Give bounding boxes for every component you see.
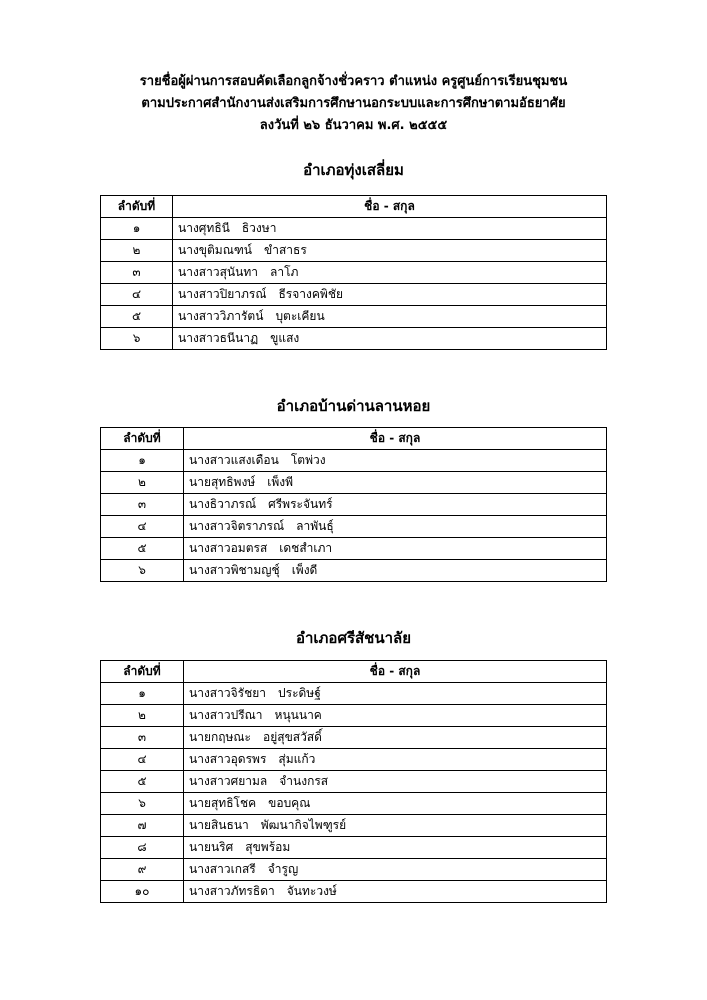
last-name: พัฒนากิจไพฑูรย์ [260, 818, 347, 832]
table-row [101, 749, 607, 771]
last-name: ขอบคุณ [268, 796, 311, 810]
first-name: นายกฤษณะ [189, 730, 251, 744]
col-header-no: ลำดับที่ [101, 196, 173, 218]
col-header-name: ชื่อ - สกุล [184, 428, 607, 450]
document-header [0, 71, 707, 137]
last-name: เดชสำเภา [279, 541, 333, 555]
row-name [184, 683, 607, 705]
last-name: หนุนนาค [274, 708, 322, 722]
table-row [101, 859, 607, 881]
row-name [184, 881, 607, 903]
first-name: นางศุทธินี [178, 221, 230, 235]
row-number: ๔ [101, 749, 184, 771]
last-name: สุขพร้อม [245, 840, 291, 854]
row-number: ๕ [101, 538, 184, 560]
first-name: นางสาวจิรัชยา [189, 686, 266, 700]
table-row [101, 328, 607, 350]
last-name: จำนงกรส [279, 774, 329, 788]
row-number: ๖ [101, 793, 184, 815]
section-title-ban-dan-lan-hoi: อำเภอบ้านด่านลานหอย [276, 397, 431, 415]
first-name: นางสาวศยามล [189, 774, 268, 788]
first-name: นางขุติมณฑน์ [178, 243, 253, 257]
first-name: นายสุทธิโชค [189, 796, 257, 810]
row-name [173, 240, 607, 262]
last-name: ขำสาธร [264, 243, 307, 257]
last-name: โตพ่วง [290, 453, 326, 467]
table-row [101, 771, 607, 793]
row-name [184, 516, 607, 538]
first-name: นางสาวปรีณา [189, 708, 263, 722]
table-ban-dan-lan-hoi [100, 427, 607, 582]
row-number: ๓ [101, 727, 184, 749]
table-thung-saliam [100, 195, 607, 350]
header-line-3: ลงวันที่ ๒๖ ธันวาคม พ.ศ. ๒๕๕๕ [259, 118, 448, 133]
row-number: ๙ [101, 859, 184, 881]
row-number: ๒ [101, 472, 184, 494]
last-name: ลาโภ [269, 265, 299, 279]
table-row [101, 837, 607, 859]
table-header-row [101, 196, 607, 218]
last-name: เพ็งดี [291, 563, 318, 577]
table-row [101, 240, 607, 262]
row-number: ๔ [101, 516, 184, 538]
section-title-si-satchanalai: อำเภอศรีสัชนาลัย [295, 629, 412, 647]
last-name: จันทะวงษ์ [286, 884, 337, 898]
row-name [184, 705, 607, 727]
table-si-satchanalai [100, 660, 607, 903]
row-number: ๘ [101, 837, 184, 859]
row-name [173, 328, 607, 350]
table-row [101, 262, 607, 284]
row-name [184, 793, 607, 815]
last-name: เพ็งพี [267, 475, 293, 489]
row-name [184, 815, 607, 837]
row-number: ๒ [101, 240, 173, 262]
row-number: ๓ [101, 494, 184, 516]
table-row [101, 793, 607, 815]
row-name [184, 771, 607, 793]
last-name: ธีรจางคพิชัย [278, 287, 343, 301]
last-name: จำรูญ [267, 862, 299, 876]
row-number: ๒ [101, 705, 184, 727]
row-name [173, 284, 607, 306]
first-name: นางสาวอมตรส [189, 541, 268, 555]
col-header-name: ชื่อ - สกุล [173, 196, 607, 218]
row-number: ๑ [101, 218, 173, 240]
table-row [101, 815, 607, 837]
col-header-name: ชื่อ - สกุล [184, 661, 607, 683]
row-name [173, 306, 607, 328]
row-name [173, 218, 607, 240]
header-line-2: ตามประกาศสำนักงานส่งเสริมการศึกษานอกระบบและการศึกษาตามอัธยาศัย [141, 96, 566, 111]
row-number: ๑๐ [101, 881, 184, 903]
table-row [101, 881, 607, 903]
first-name: นางสาววิภารัตน์ [178, 309, 264, 323]
row-name [184, 727, 607, 749]
table-row [101, 450, 607, 472]
row-number: ๔ [101, 284, 173, 306]
row-number: ๕ [101, 306, 173, 328]
table-row [101, 306, 607, 328]
row-number: ๑ [101, 683, 184, 705]
first-name: นางสาวแสงเดือน [189, 453, 279, 467]
first-name: นางสาวภัทรธิดา [189, 884, 275, 898]
row-name [184, 859, 607, 881]
first-name: นางสาวสุนันทา [178, 265, 258, 279]
table-row [101, 560, 607, 582]
first-name: นายนริศ [189, 840, 234, 854]
row-name [173, 262, 607, 284]
col-header-no: ลำดับที่ [101, 428, 184, 450]
last-name: ลาพันธุ์ [296, 519, 334, 533]
first-name: นางสาวพิชามญชุ์ [189, 563, 280, 577]
row-number: ๕ [101, 771, 184, 793]
first-name: นางสาวธนีนาฏ [178, 331, 259, 345]
row-name [184, 472, 607, 494]
col-header-no: ลำดับที่ [101, 661, 184, 683]
table-row [101, 538, 607, 560]
row-number: ๓ [101, 262, 173, 284]
table-row [101, 218, 607, 240]
last-name: ขูแสง [270, 331, 300, 345]
table-row [101, 494, 607, 516]
row-name [184, 837, 607, 859]
table-row [101, 284, 607, 306]
table-row [101, 683, 607, 705]
last-name: สุ่มแก้ว [278, 752, 316, 766]
table-row [101, 472, 607, 494]
first-name: นายสินธนา [189, 818, 249, 832]
first-name: นางสาวปิยาภรณ์ [178, 287, 267, 301]
last-name: อยู่สุขสวัสดิ์ [263, 730, 322, 744]
last-name: ประดิษฐ์ [278, 686, 321, 700]
first-name: นายสุทธิพงษ์ [189, 475, 256, 489]
first-name: นางธิวาภรณ์ [189, 497, 257, 511]
first-name: นางสาวเกสรี [189, 862, 256, 876]
table-row [101, 516, 607, 538]
row-name [184, 494, 607, 516]
table-header-row [101, 428, 607, 450]
row-number: ๖ [101, 328, 173, 350]
row-number: ๖ [101, 560, 184, 582]
last-name: ธิวงษา [241, 221, 277, 235]
row-number: ๑ [101, 450, 184, 472]
table-row [101, 727, 607, 749]
last-name: บุตะเคียน [275, 309, 325, 323]
table-row [101, 705, 607, 727]
row-name [184, 538, 607, 560]
row-name [184, 749, 607, 771]
first-name: นางสาวจิตราภรณ์ [189, 519, 285, 533]
row-number: ๗ [101, 815, 184, 837]
row-name [184, 450, 607, 472]
last-name: ศรีพระจันทร์ [268, 497, 333, 511]
section-title-thung-saliam: อำเภอทุ่งเสลี่ยม [303, 161, 404, 179]
header-line-1: รายชื่อผู้ผ่านการสอบคัดเลือกลูกจ้างชั่วคราว ตำแหน่ง ครูศูนย์การเรียนชุมชน [139, 74, 568, 89]
row-name [184, 560, 607, 582]
table-header-row [101, 661, 607, 683]
first-name: นางสาวอุดรพร [189, 752, 267, 766]
